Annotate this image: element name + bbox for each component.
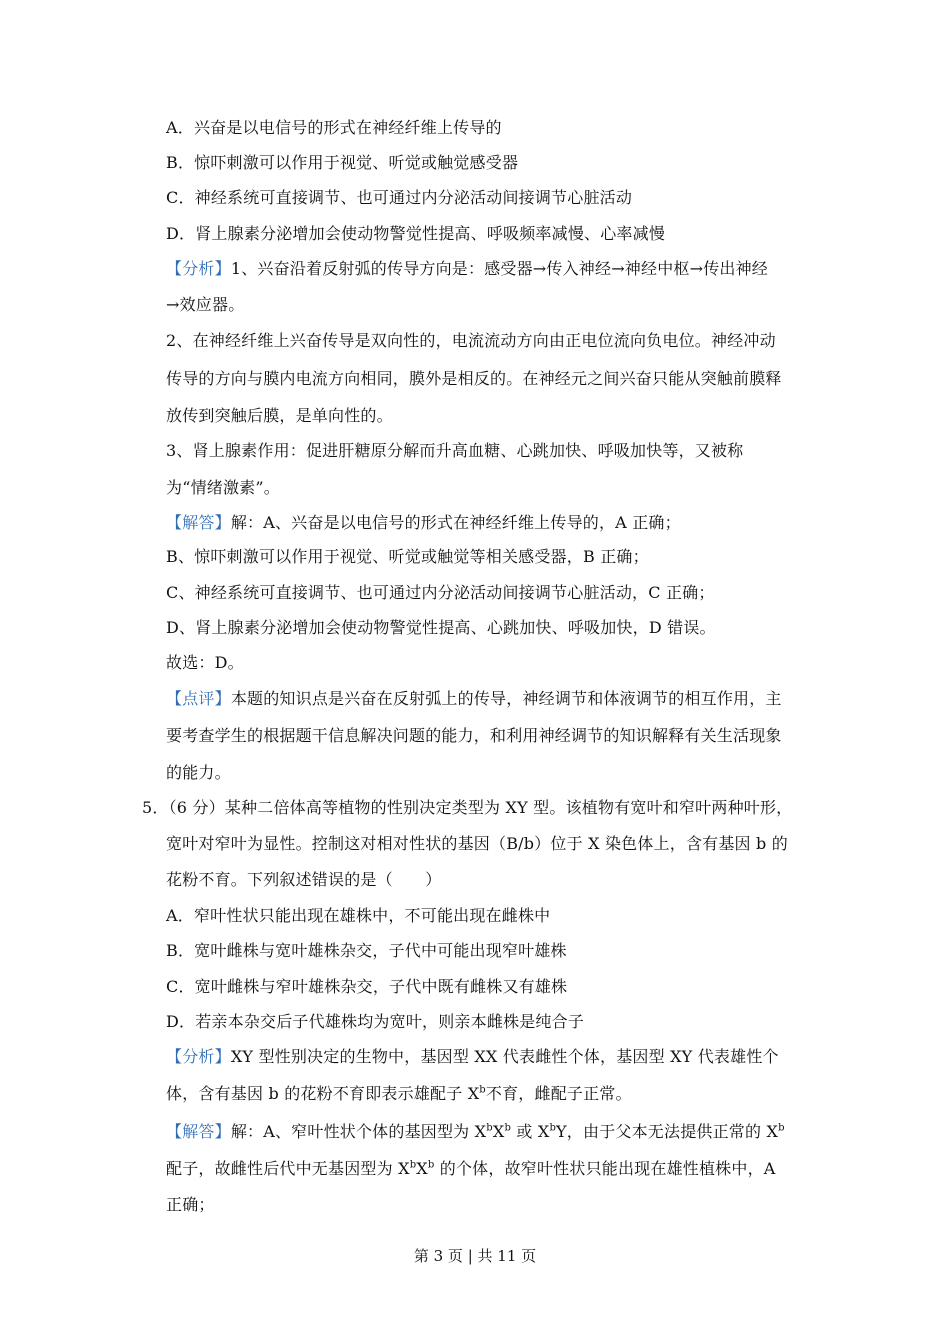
q4-answer-line: B、惊吓刺激可以作用于视觉、听觉或触觉等相关感受器，B 正确； <box>166 547 649 566</box>
comment-text: 本题的知识点是兴奋在反射弧上的传导，神经调节和体液调节的相互作用，主 <box>230 689 782 708</box>
superscript: b <box>427 1159 435 1171</box>
q4-analysis-line: 3、肾上腺素作用：促进肝糖原分解而升高血糖、心跳加快、呼吸加快等，又被称 <box>166 441 744 460</box>
q5-option-c: C．宽叶雌株与窄叶雄株杂交，子代中既有雌株又有雄株 <box>166 977 568 996</box>
answer-tag: 【解答】 <box>166 1122 231 1141</box>
answer-text: 解：A、窄叶性状个体的基因型为 X <box>230 1122 487 1141</box>
q5-analysis-line <box>166 1083 632 1105</box>
q4-analysis-line: 放传到突触后膜，是单向性的。 <box>166 406 393 425</box>
q4-option-a: A．兴奋是以电信号的形式在神经纤维上传导的 <box>166 118 502 137</box>
q5-stem-line: 宽叶对窄叶为显性。控制这对相对性状的基因（B/b）位于 X 染色体上，含有基因 b 的 <box>166 834 788 853</box>
answer-text: 解：A、兴奋是以电信号的形式在神经纤维上传导的，A 正确； <box>230 513 681 532</box>
answer-text: 或 X <box>511 1122 550 1141</box>
answer-text: X <box>416 1159 428 1178</box>
q5-option-a: A．窄叶性状只能出现在雄株中，不可能出现在雌株中 <box>166 906 551 925</box>
q4-option-d: D．肾上腺素分泌增加会使动物警觉性提高、呼吸频率减慢、心率减慢 <box>166 224 666 243</box>
superscript: b <box>479 1084 486 1096</box>
q4-analysis <box>166 258 768 280</box>
q4-option-c: C．神经系统可直接调节、也可通过内分泌活动间接调节心脏活动 <box>166 188 633 207</box>
superscript: b <box>486 1122 493 1134</box>
q5-stem: 5．（6 分）某种二倍体高等植物的性别决定类型为 XY 型。该植物有宽叶和窄叶两种叶形， <box>142 798 793 817</box>
answer-text: 配子，故雌性后代中无基因型为 X <box>166 1159 410 1178</box>
q5-answer <box>166 1121 785 1143</box>
analysis-text: XY 型性别决定的生物中，基因型 XX 代表雌性个体，基因型 XY 代表雄性个 <box>230 1047 779 1066</box>
answer-text: Y，由于父本无法提供正常的 X <box>556 1122 779 1141</box>
q4-analysis-line: 2、在神经纤维上兴奋传导是双向性的，电流流动方向由正电位流向负电位。神经冲动 <box>166 331 776 350</box>
analysis-text: 体，含有基因 b 的花粉不育即表示雄配子 X <box>166 1084 480 1103</box>
page-footer: 第 3 页 | 共 11 页 <box>413 1247 537 1265</box>
q5-stem-line: 花粉不育。下列叙述错误的是（ ） <box>166 870 442 889</box>
q4-analysis-line: 为“情绪激素”。 <box>166 478 280 497</box>
q4-option-b: B．惊吓刺激可以作用于视觉、听觉或触觉感受器 <box>166 153 519 172</box>
q4-answer-line: 故选：D。 <box>166 653 244 672</box>
q4-comment-line: 的能力。 <box>166 763 231 782</box>
analysis-text: 不育，雌配子正常。 <box>485 1084 632 1103</box>
analysis-tag: 【分析】 <box>166 1047 231 1066</box>
analysis-text: 1、兴奋沿着反射弧的传导方向是：感受器→传入神经→神经中枢→传出神经 <box>230 259 769 278</box>
q5-option-b: B．宽叶雌株与宽叶雄株杂交，子代中可能出现窄叶雄株 <box>166 941 567 960</box>
q4-analysis-line: 传导的方向与膜内电流方向相同，膜外是相反的。在神经元之间兴奋只能从突触前膜释 <box>166 369 782 388</box>
q4-answer <box>166 512 681 534</box>
q4-comment <box>166 688 782 710</box>
comment-tag: 【点评】 <box>166 689 231 708</box>
q4-analysis-line: →效应器。 <box>166 295 245 314</box>
q5-analysis <box>166 1046 779 1068</box>
answer-text: 的个体，故窄叶性状只能出现在雄性植株中，A <box>434 1159 776 1178</box>
q4-answer-line: D、肾上腺素分泌增加会使动物警觉性提高、心跳加快、呼吸加快，D 错误。 <box>166 618 716 637</box>
answer-tag: 【解答】 <box>166 513 231 532</box>
q4-comment-line: 要考查学生的根据题干信息解决问题的能力，和利用神经调节的知识解释有关生活现象 <box>166 726 782 745</box>
analysis-tag: 【分析】 <box>166 259 231 278</box>
q5-option-d: D．若亲本杂交后子代雄株均为宽叶，则亲本雌株是纯合子 <box>166 1012 585 1031</box>
q5-answer-line <box>166 1158 776 1180</box>
answer-text: X <box>492 1122 505 1141</box>
q4-answer-line: C、神经系统可直接调节、也可通过内分泌活动间接调节心脏活动，C 正确； <box>166 583 715 602</box>
superscript: b <box>778 1122 785 1134</box>
superscript: b <box>549 1122 557 1134</box>
superscript: b <box>409 1159 417 1171</box>
superscript: b <box>504 1122 512 1134</box>
q5-answer-line: 正确； <box>166 1195 215 1214</box>
